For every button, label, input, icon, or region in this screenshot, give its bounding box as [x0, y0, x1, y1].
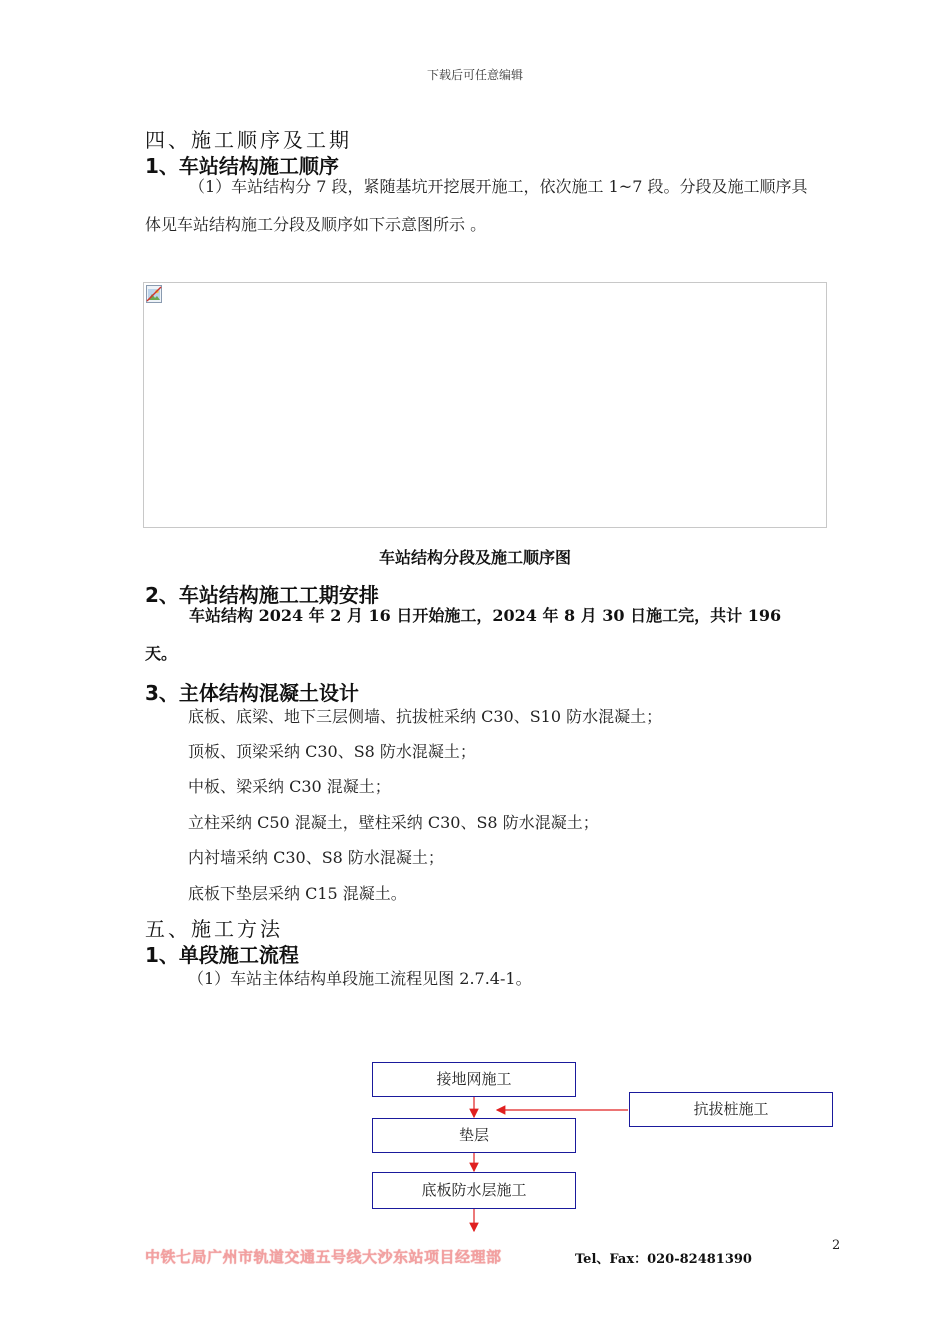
flow-box-waterproof: 底板防水层施工 — [372, 1172, 576, 1209]
concrete-spec-line-6: 底板下垫层采纳 C15 混凝土。 — [188, 884, 407, 903]
concrete-spec-line-5: 内衬墙采纳 C30、S8 防水混凝土； — [188, 848, 444, 867]
section-4-title: 四、施工顺序及工期 — [145, 128, 352, 152]
section-4-2-paragraph: 车站结构 2024 年 2 月 16 日开始施工，2024 年 8 月 30 日施工完，共计 196 天。 — [145, 606, 782, 663]
section-4-1-paragraph: （1）车站结构分 7 段，紧随基坑开挖展开施工，依次施工 1~7 段。分段及施工顺序具体见车站结构施工分段及顺序如下示意图所示 。 — [145, 177, 808, 234]
section-4-3-title: 3、主体结构混凝土设计 — [145, 681, 359, 705]
concrete-spec-line-4: 立柱采纳 C50 混凝土，壁柱采纳 C30、S8 防水混凝土； — [188, 813, 599, 832]
section-5-1-paragraph: （1）车站主体结构单段施工流程见图 2.7.4-1。 — [188, 969, 532, 988]
flow-box-uplift-pile: 抗拔桩施工 — [629, 1092, 833, 1127]
section-5-title: 五、施工方法 — [145, 917, 283, 941]
flow-box-cushion: 垫层 — [372, 1118, 576, 1153]
flow-box-grounding: 接地网施工 — [372, 1062, 576, 1097]
concrete-spec-line-3: 中板、梁采纳 C30 混凝土； — [188, 777, 391, 796]
page-number: 2 — [832, 1238, 841, 1253]
figure-caption: 车站结构分段及施工顺序图 — [378, 548, 571, 567]
footer-company: 中铁七局广州市轨道交通五号线大沙东站项目经理部 — [145, 1248, 502, 1266]
header-note: 下载后可任意编辑 — [426, 68, 523, 82]
concrete-spec-line-1: 底板、底梁、地下三层侧墙、抗拔桩采纳 C30、S10 防水混凝土； — [188, 707, 663, 726]
section-4-2-title: 2、车站结构施工工期安排 — [145, 583, 379, 607]
footer-contact: Tel、Fax：020-82481390 — [575, 1252, 752, 1267]
concrete-spec-line-2: 顶板、顶梁采纳 C30、S8 防水混凝土； — [188, 742, 476, 761]
section-4-1-title: 1、车站结构施工顺序 — [145, 154, 339, 178]
section-5-1-title: 1、单段施工流程 — [145, 943, 299, 967]
